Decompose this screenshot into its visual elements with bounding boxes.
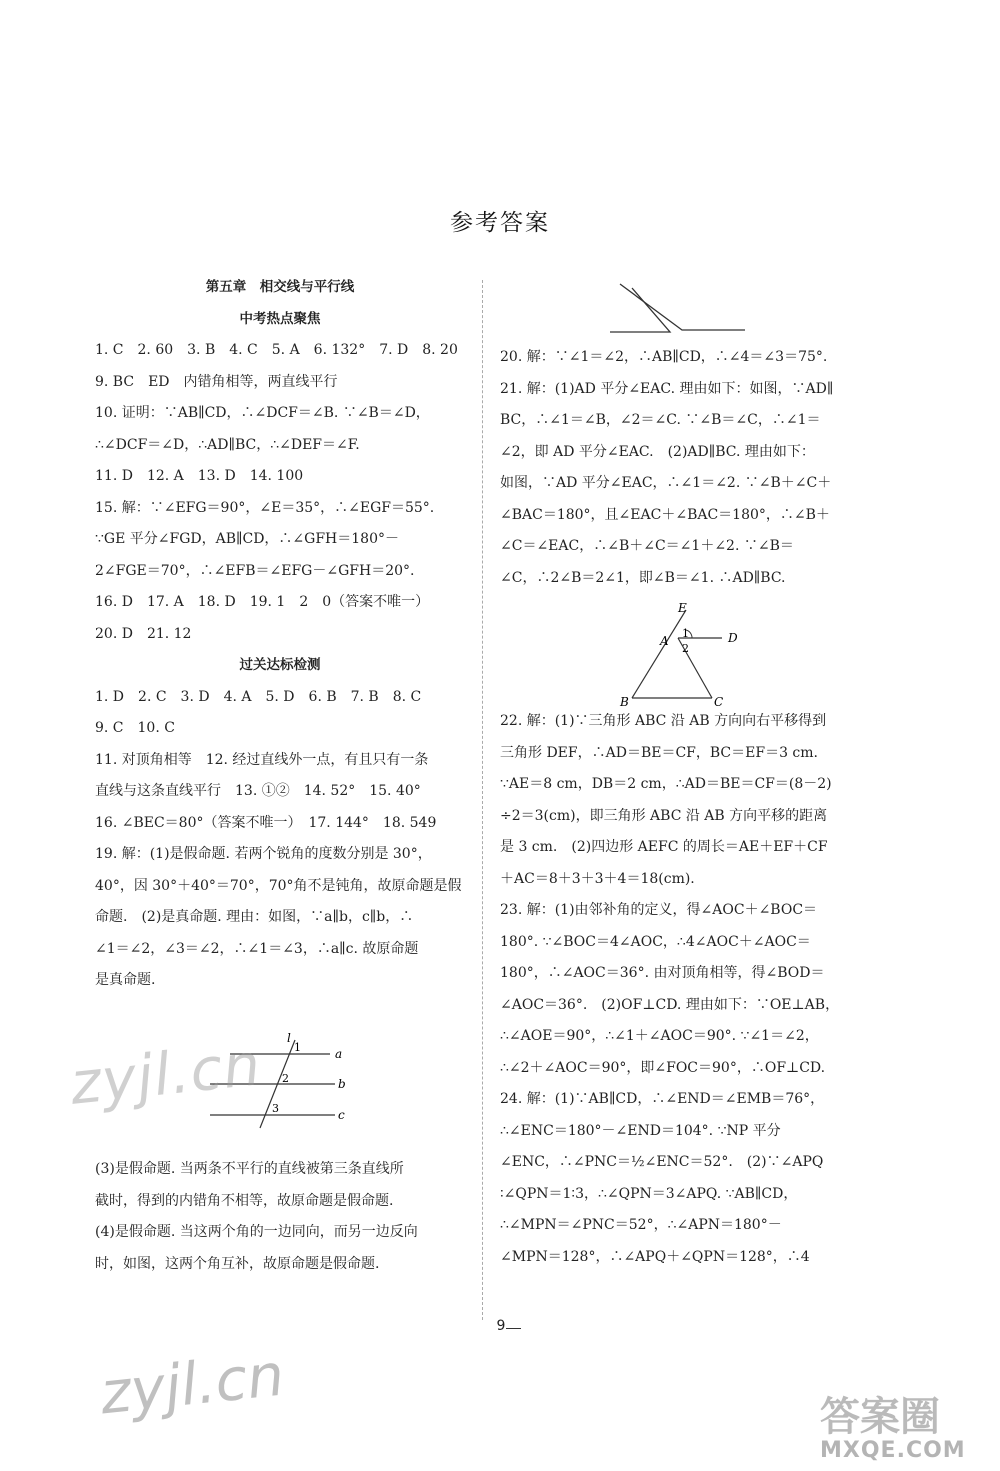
answer-line: 11. D 12. A 13. D 14. 100 [95, 468, 304, 484]
answer-line: ∵GE 平分∠FGD，AB∥CD，∴∠GFH＝180°－ [95, 531, 399, 547]
answer-line: BC，∴∠1＝∠B，∠2＝∠C. ∵∠B＝∠C，∴∠1＝ [500, 412, 821, 428]
section-heading: 中考热点聚焦 [239, 310, 321, 327]
answer-line: 9. BC ED 内错角相等，两直线平行 [95, 373, 338, 390]
answer-line: 11. 对顶角相等 12. 经过直线外一点，有且只有一条 [95, 751, 429, 768]
answer-line: 180°. ∵∠BOC＝4∠AOC，∴4∠AOC＋∠AOC＝ [500, 933, 811, 950]
answer-line: 直线与这条直线平行 13. ①② 14. 52° 15. 40° [95, 783, 421, 799]
figure-label-a: a [335, 1047, 343, 1061]
triangle-label-1: 1 [682, 627, 689, 640]
answer-line: 180°，∴∠AOC＝36°. 由对顶角相等，得∠BOD＝ [500, 965, 825, 981]
answer-line: 20. 解：∵∠1＝∠2，∴AB∥CD，∴∠4＝∠3＝75°. [500, 349, 828, 365]
answer-line: ∵AE＝8 cm，DB＝2 cm，∴AD＝BE＝CF＝(8－2) [500, 776, 832, 792]
triangle-label-d: D [728, 631, 738, 645]
answer-line: 16. D 17. A 18. D 19. 1 2 0（答案不唯一） [95, 594, 430, 610]
answer-line: 截时，得到的内错角不相等，故原命题是假命题. [95, 1192, 394, 1209]
watermark-mxqe: MXQE.COM [820, 1438, 966, 1463]
answer-line: ∠ENC，∴∠PNC＝½∠ENC＝52°. (2)∵∠APQ [500, 1154, 824, 1170]
page-number: 9 [476, 1318, 526, 1334]
column-divider [482, 280, 483, 1320]
answer-line: 三角形 DEF，∴AD＝BE＝CF，BC＝EF＝3 cm. [500, 744, 818, 761]
triangle-figure [610, 600, 760, 710]
answer-line: 15. 解：∵∠EFG＝90°，∠E＝35°，∴∠EGF＝55°. [95, 499, 435, 516]
answer-line: 是真命题. [95, 972, 156, 988]
answer-line: 22. 解：(1)∵三角形 ABC 沿 AB 方向向右平移得到 [500, 713, 827, 729]
answer-line: ÷2＝3(cm)，即三角形 ABC 沿 AB 方向平移的距离 [500, 807, 828, 824]
triangle-label-e: E [678, 601, 687, 615]
answer-line: (4)是假命题. 当这两个角的一边同向，而另一边反向 [95, 1224, 418, 1240]
answer-line: ∴∠MPN＝∠PNC＝52°，∴∠APN＝180°－ [500, 1217, 782, 1233]
answer-line: 是 3 cm. (2)四边形 AEFC 的周长＝AE＋EF＋CF [500, 839, 828, 855]
left-column [95, 272, 465, 997]
answer-line: ∴∠DCF＝∠D，∴AD∥BC，∴∠DEF＝∠F. [95, 436, 360, 453]
watermark-daanquan: 答案圈 [820, 1394, 940, 1440]
answer-line: ∴∠ENC＝180°－∠END＝104°. ∵NP 平分 [500, 1122, 781, 1139]
answer-line: ∠BAC＝180°，且∠EAC＋∠BAC＝180°，∴∠B＋ [500, 506, 830, 523]
figure-label-b: b [338, 1077, 346, 1091]
answer-line: 如图，∵AD 平分∠EAC，∴∠1＝∠2. ∵∠B＋∠C＋ [500, 475, 832, 491]
answer-line: 21. 解：(1)AD 平分∠EAC. 理由如下：如图，∵AD∥ [500, 380, 834, 397]
answer-line: ∠1＝∠2，∠3＝∠2，∴∠1＝∠3，∴a∥c. 故原命题 [95, 940, 419, 957]
answer-line: 时，如图，这两个角互补，故原命题是假命题. [95, 1255, 380, 1272]
answer-line: ∠2，即 AD 平分∠EAC. (2)AD∥BC. 理由如下： [500, 443, 815, 460]
section-heading: 第五章 相交线与平行线 [205, 279, 355, 295]
left-column-continued [95, 1154, 465, 1280]
triangle-label-2: 2 [682, 642, 689, 655]
answer-line: 40°，因 30°＋40°＝70°，70°角不是钝角，故原命题是假 [95, 877, 462, 894]
answer-line: ∠MPN＝128°，∴∠APQ＋∠QPN＝128°，∴4 [500, 1248, 810, 1265]
answer-line: 9. C 10. C [95, 720, 175, 736]
angle-figure [600, 272, 750, 342]
watermark-zyjl-2: zyjl.cn [96, 1340, 288, 1428]
answer-line: 16. ∠BEC＝80°（答案不唯一） 17. 144° 18. 549 [95, 814, 437, 831]
section-heading: 过关达标检测 [239, 657, 321, 673]
answer-line: 命题. (2)是真命题. 理由：如图，∵a∥b，c∥b，∴ [95, 909, 414, 925]
answer-line: ∠AOC＝36°. (2)OF⊥CD. 理由如下：∵OE⊥AB， [500, 996, 840, 1013]
answer-line: ∴∠AOE＝90°，∴∠1＋∠AOC＝90°. ∵∠1＝∠2， [500, 1028, 819, 1044]
answer-line: 23. 解：(1)由邻补角的定义，得∠AOC＋∠BOC＝ [500, 902, 818, 918]
watermark-zyjl-1: zyjl.cn [66, 1030, 265, 1118]
answer-line: ∠C＝∠EAC，∴∠B＋∠C＝∠1＋∠2. ∵∠B＝ [500, 538, 794, 554]
figure-label-1: 1 [294, 1041, 301, 1054]
answer-line: ∴∠2＋∠AOC＝90°，即∠FOC＝90°，∴OF⊥CD. [500, 1059, 826, 1076]
answer-line: 20. D 21. 12 [95, 625, 192, 642]
answer-line: 2∠FGE＝70°，∴∠EFB＝∠EFG－∠GFH＝20°. [95, 562, 415, 579]
answer-line: 19. 解：(1)是假命题. 若两个锐角的度数分别是 30°， [95, 846, 432, 862]
figure-label-3: 3 [272, 1102, 279, 1115]
triangle-label-c: C [714, 695, 724, 709]
right-column [500, 342, 870, 594]
figure-label-c: c [338, 1108, 345, 1122]
figure-label-2: 2 [282, 1072, 289, 1085]
answer-line: 24. 解：(1)∵AB∥CD，∴∠END＝∠EMB＝76°， [500, 1091, 825, 1107]
figure-label-l: l [287, 1031, 291, 1045]
right-column-continued [500, 706, 870, 1273]
answer-line: (3)是假命题. 当两条不平行的直线被第三条直线所 [95, 1161, 404, 1177]
answer-line: ∶∠QPN＝1∶3，∴∠QPN＝3∠APQ. ∵AB∥CD， [500, 1185, 798, 1202]
answer-line: ＋AC＝8＋3＋3＋4＝18(cm). [500, 870, 695, 887]
answer-line: 10. 证明：∵AB∥CD，∴∠DCF＝∠B. ∵∠B＝∠D， [95, 405, 430, 421]
answer-line: 1. C 2. 60 3. B 4. C 5. A 6. 132° 7. D 8. 20 [95, 342, 458, 358]
answer-line: 1. D 2. C 3. D 4. A 5. D 6. B 7. B 8. C [95, 688, 422, 705]
triangle-label-b: B [620, 695, 629, 709]
triangle-label-a: A [660, 634, 669, 648]
answer-line: ∠C，∴2∠B＝2∠1，即∠B＝∠1. ∴AD∥BC. [500, 569, 786, 586]
page-title: 参考答案 [450, 210, 550, 236]
